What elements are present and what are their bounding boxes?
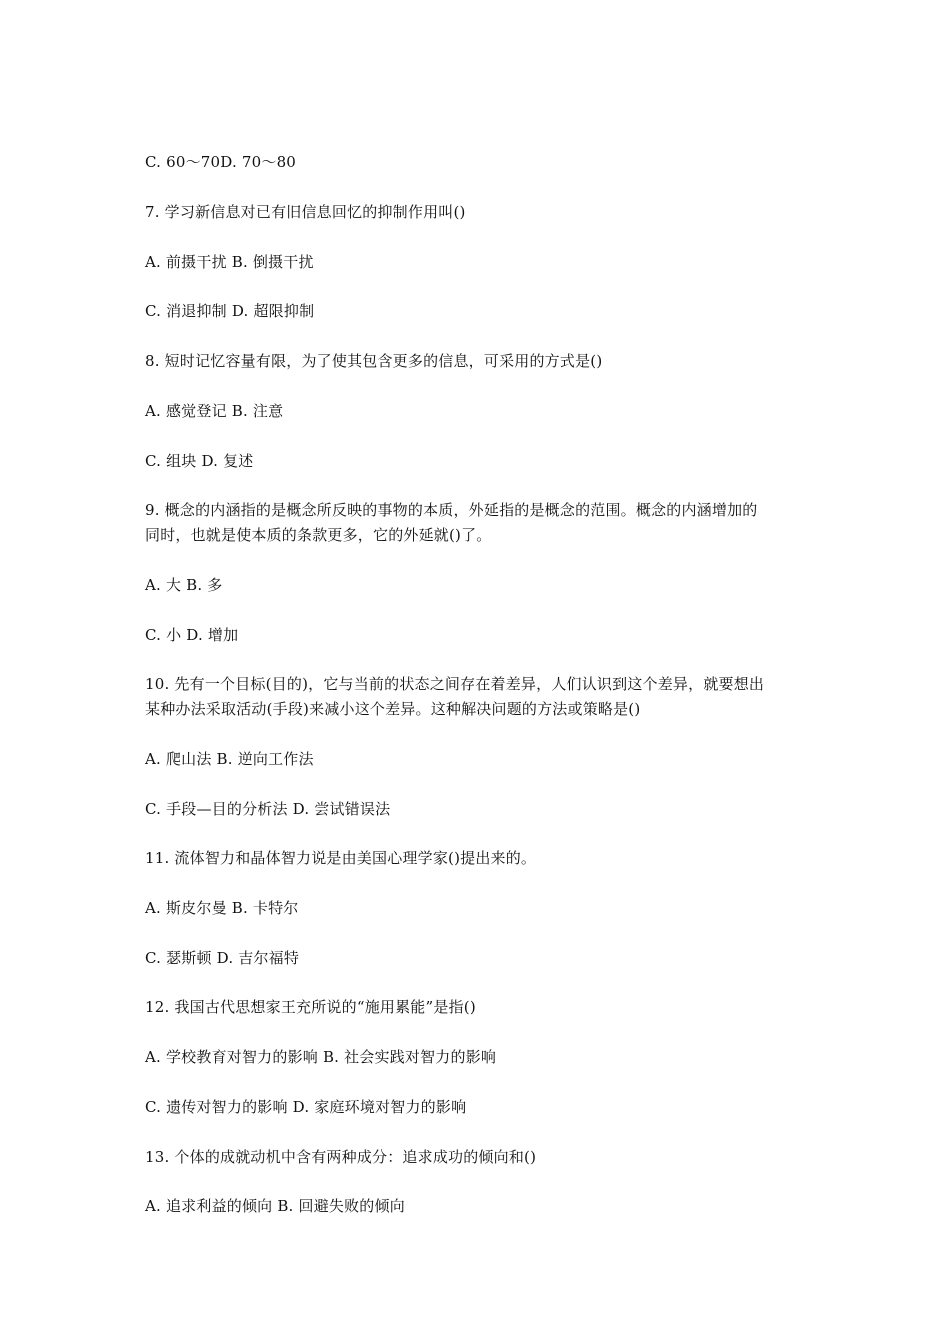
q7-options-cd: C. 消退抑制 D. 超限抑制 [145, 302, 315, 320]
q8-options-ab: A. 感觉登记 B. 注意 [145, 402, 284, 420]
q10-options-cd: C. 手段—目的分析法 D. 尝试错误法 [145, 800, 391, 818]
q13-stem: 13. 个体的成就动机中含有两种成分：追求成功的倾向和() [145, 1148, 537, 1166]
q10-options-ab: A. 爬山法 B. 逆向工作法 [145, 750, 314, 768]
q11-options-ab: A. 斯皮尔曼 B. 卡特尔 [145, 899, 299, 917]
q11-stem: 11. 流体智力和晶体智力说是由美国心理学家()提出来的。 [145, 849, 537, 867]
q9-options-ab: A. 大 B. 多 [145, 576, 223, 594]
q8-stem: 8. 短时记忆容量有限，为了使其包含更多的信息，可采用的方式是() [145, 352, 603, 370]
q7-stem: 7. 学习新信息对已有旧信息回忆的抑制作用叫() [145, 203, 466, 221]
q13-options-ab: A. 追求利益的倾向 B. 回避失败的倾向 [145, 1197, 405, 1215]
q12-options-ab: A. 学校教育对智力的影响 B. 社会实践对智力的影响 [145, 1048, 497, 1066]
q9-stem-line1: 9. 概念的内涵指的是概念所反映的事物的本质，外延指的是概念的范围。概念的内涵增加的 [145, 501, 758, 519]
q12-options-cd: C. 遗传对智力的影响 D. 家庭环境对智力的影响 [145, 1098, 467, 1116]
q10-stem-line1: 10. 先有一个目标(目的)，它与当前的状态之间存在着差异，人们认识到这个差异，就要想出 [145, 675, 765, 693]
q9-options-cd: C. 小 D. 增加 [145, 626, 239, 644]
q7-options-ab: A. 前摄干扰 B. 倒摄干扰 [145, 253, 314, 271]
q10-stem-line2: 某种办法采取活动(手段)来减小这个差异。这种解决问题的方法或策略是() [145, 700, 641, 718]
q12-stem: 12. 我国古代思想家王充所说的“施用累能”是指() [145, 998, 476, 1016]
q8-options-cd: C. 组块 D. 复述 [145, 452, 254, 470]
q11-options-cd: C. 瑟斯顿 D. 吉尔福特 [145, 949, 300, 967]
q6-options-cd: C. 60～70D. 70～80 [145, 153, 297, 171]
q9-stem-line2: 同时，也就是使本质的条款更多，它的外延就()了。 [145, 526, 492, 544]
